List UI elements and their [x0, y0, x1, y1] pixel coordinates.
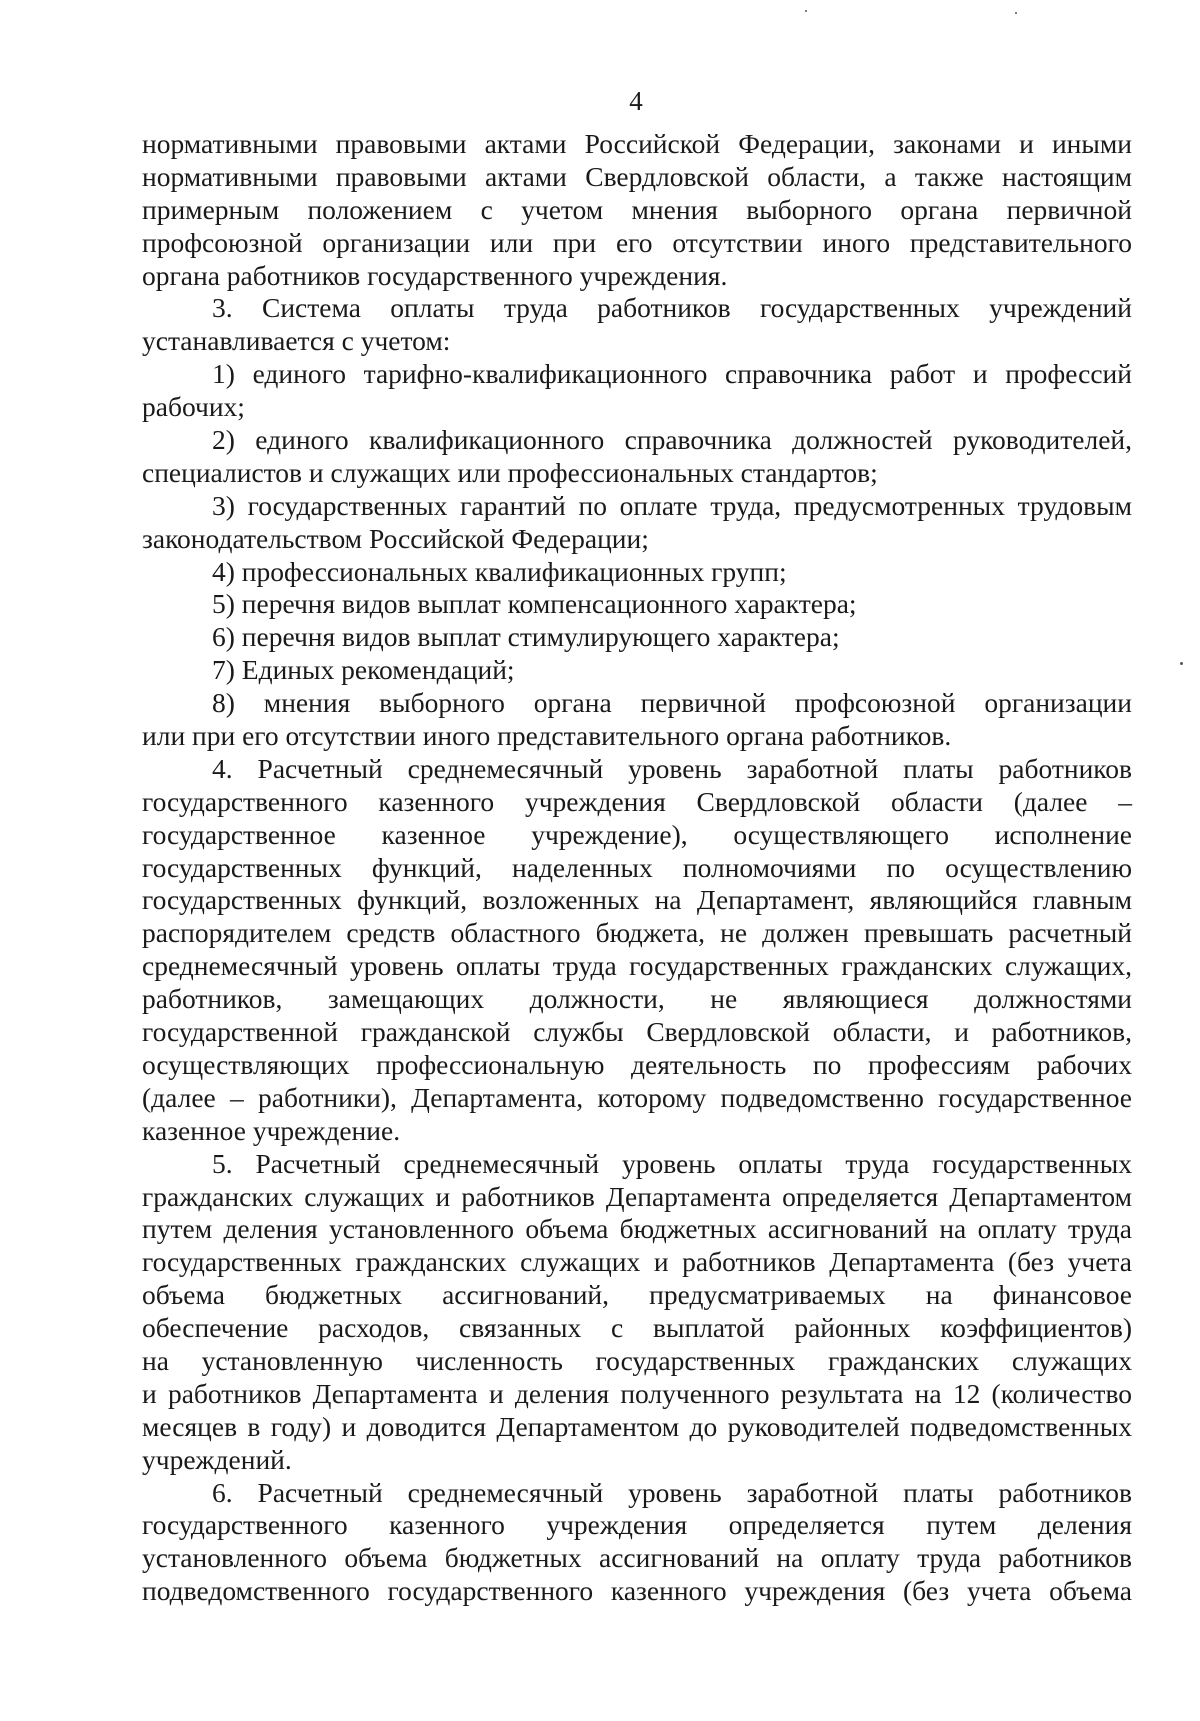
text-line: 6. Расчетный среднемесячный уровень заработной платы работников: [212, 1476, 1132, 1508]
text-line: 2) единого квалификационного справочника должностей руководителей,: [212, 424, 1132, 456]
text-line: государственных гражданских служащих и работников Департамента (без учета: [142, 1246, 1132, 1278]
text-line: устанавливается с учетом:: [142, 325, 451, 357]
text-line: профсоюзной организации или при его отсутствии иного представительного: [142, 226, 1132, 258]
text-line: месяцев в году) и доводится Департаментом до руководителей подведомственных: [142, 1410, 1132, 1442]
text-line: обеспечение расходов, связанных с выплатой районных коэффициентов): [142, 1312, 1132, 1344]
text-line: законодательством Российской Федерации;: [142, 522, 649, 554]
text-line: 7) Единых рекомендаций;: [212, 654, 515, 686]
text-line: распорядителем средств областного бюджета, не должен превышать расчетный: [142, 917, 1132, 949]
text-line: государственных функций, возложенных на Департамент, являющийся главным: [142, 884, 1132, 916]
page-number: 4: [629, 86, 643, 116]
text-line: нормативными правовыми актами Российской Федерации, законами и иными: [142, 128, 1132, 159]
scan-speck: [805, 10, 807, 12]
text-line: государственной гражданской службы Свердловской области, и работников,: [142, 1016, 1132, 1048]
text-line: рабочих;: [142, 391, 245, 423]
text-line: 4) профессиональных квалификационных групп;: [212, 555, 787, 587]
text-line: специалистов и служащих или профессиональных стандартов;: [142, 456, 878, 488]
text-line: казенное учреждение.: [142, 1114, 401, 1146]
text-line: 8) мнения выборного органа первичной профсоюзной организации: [212, 687, 1132, 719]
document-body: [142, 128, 1132, 1608]
text-line: и работников Департамента и деления полученного результата на 12 (количество: [142, 1377, 1132, 1409]
text-line: 1) единого тарифно-квалификационного справочника работ и профессий: [212, 358, 1132, 390]
text-line: государственного казенного учреждения Свердловской области (далее –: [142, 785, 1132, 817]
text-line: государственных функций, наделенных полномочиями по осуществлению: [142, 851, 1132, 883]
text-line: (далее – работники), Департамента, которому подведомственно государственное: [142, 1081, 1132, 1113]
text-line: органа работников государственного учреждения.: [142, 259, 728, 291]
text-line: 6) перечня видов выплат стимулирующего характера;: [212, 621, 840, 653]
text-line: на установленную численность государственных гражданских служащих: [142, 1344, 1132, 1376]
text-line: установленного объема бюджетных ассигнований на оплату труда работников: [142, 1542, 1132, 1574]
text-line: или при его отсутствии иного представительного органа работников.: [142, 720, 952, 752]
text-line: государственное казенное учреждение), осуществляющего исполнение: [142, 818, 1132, 850]
text-line: 3. Система оплаты труда работников государственных учреждений: [212, 292, 1132, 324]
text-line: 4. Расчетный среднемесячный уровень заработной платы работников: [212, 752, 1132, 784]
text-line: примерным положением с учетом мнения выборного органа первичной: [142, 193, 1132, 225]
scan-speck: [1180, 662, 1183, 665]
text-line: среднемесячный уровень оплаты труда государственных гражданских служащих,: [142, 950, 1132, 982]
text-line: путем деления установленного объема бюджетных ассигнований на оплату труда: [142, 1213, 1132, 1245]
text-line: нормативными правовыми актами Свердловской области, а также настоящим: [142, 160, 1132, 192]
text-line: 5. Расчетный среднемесячный уровень оплаты труда государственных: [212, 1147, 1132, 1179]
text-line: 3) государственных гарантий по оплате труда, предусмотренных трудовым: [212, 489, 1132, 521]
text-line: учреждений.: [142, 1443, 292, 1475]
text-line: осуществляющих профессиональную деятельность по профессиям рабочих: [142, 1048, 1132, 1080]
text-line: 5) перечня видов выплат компенсационного характера;: [212, 588, 857, 620]
text-line: гражданских служащих и работников Департамента определяется Департаментом: [142, 1180, 1132, 1212]
text-line: работников, замещающих должности, не являющиеся должностями: [142, 983, 1132, 1015]
text-line: объема бюджетных ассигнований, предусматриваемых на финансовое: [142, 1279, 1132, 1311]
text-line: государственного казенного учреждения определяется путем деления: [142, 1509, 1132, 1541]
scan-speck: [1015, 12, 1017, 14]
text-line: подведомственного государственного казенного учреждения (без учета объема: [142, 1575, 1132, 1607]
